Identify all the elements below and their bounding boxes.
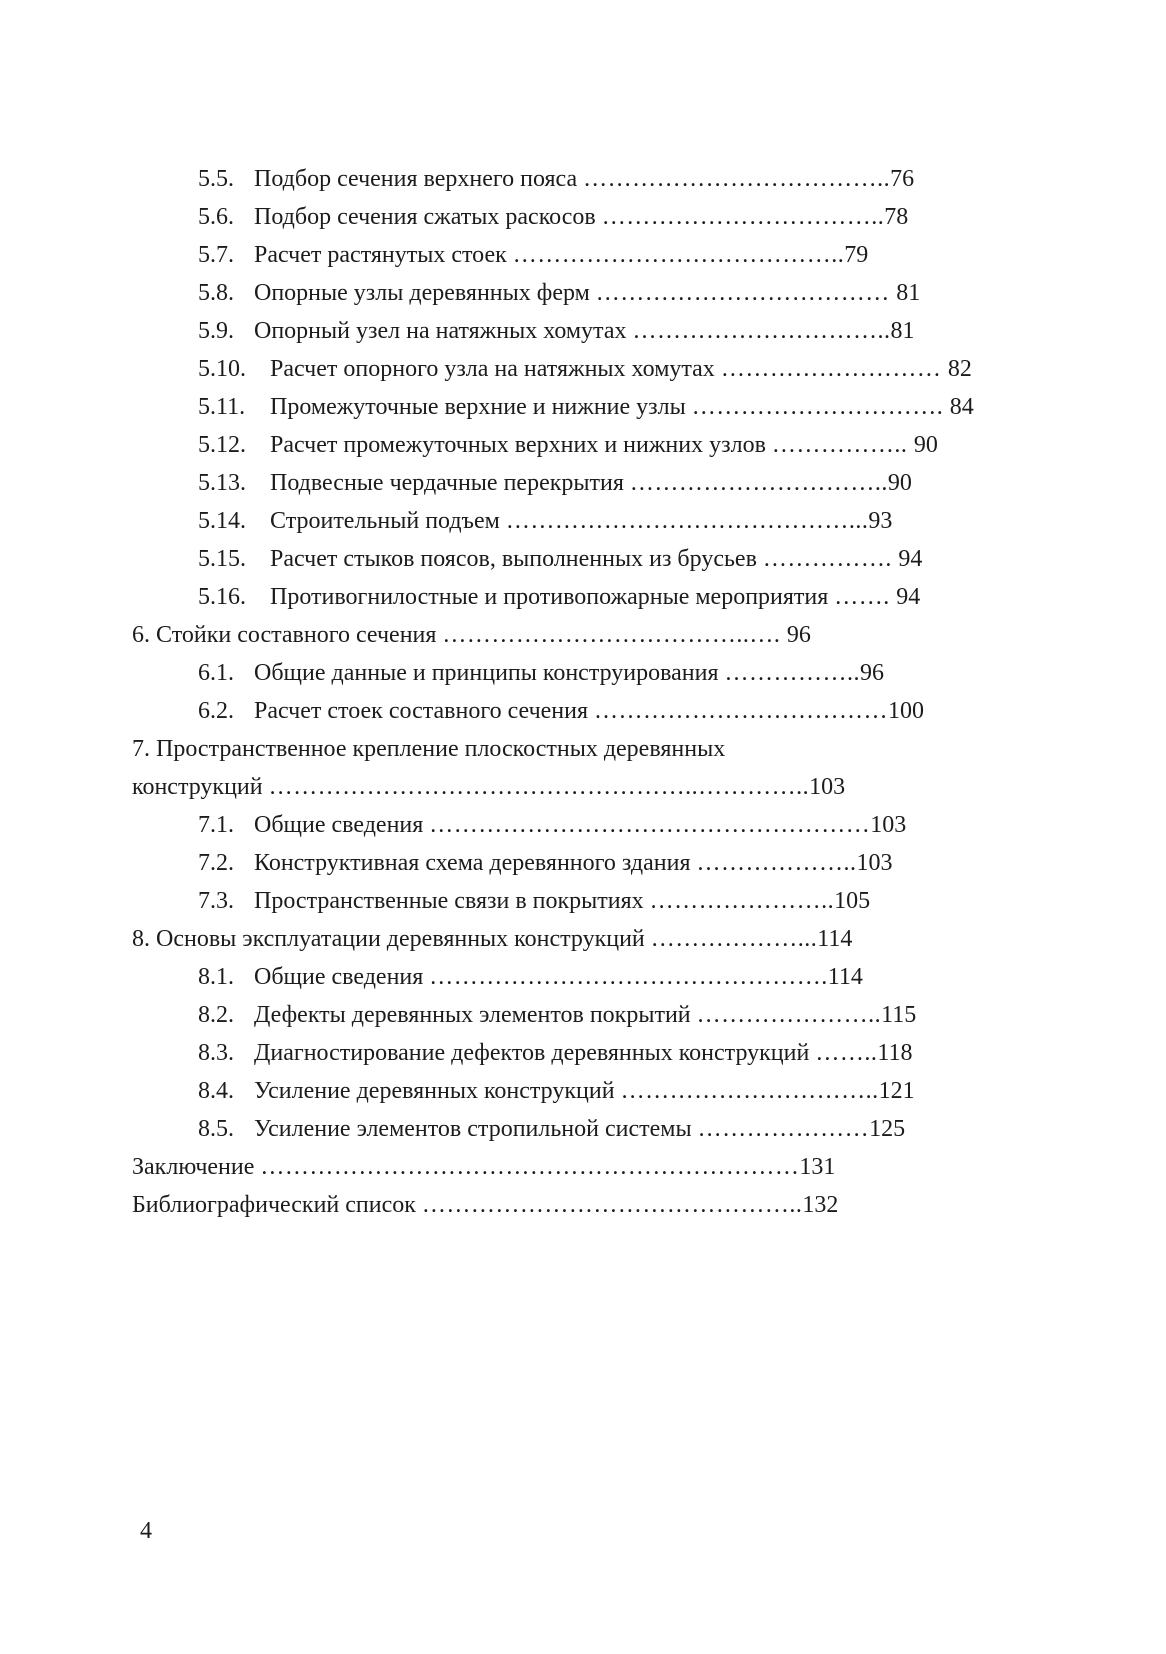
toc-entry — [0, 274, 1166, 312]
entry-page: 96 — [860, 660, 885, 686]
entry-title: Дефекты деревянных элементов покрытий — [254, 1002, 691, 1028]
dot-leader: ………………………………………………………… — [260, 1154, 800, 1180]
dot-leader: ……………. — [762, 546, 899, 572]
chapter-title: 7. Пространственное крепление плоскостных деревянных — [132, 736, 726, 762]
entry-page: 96 — [786, 622, 811, 648]
chapter-title: 8. Основы эксплуатации деревянных конструкций — [132, 926, 645, 952]
entry-title: Конструктивная схема деревянного здания — [254, 850, 691, 876]
entry-page: 93 — [868, 508, 893, 534]
dot-leader: ………………….. — [649, 888, 835, 914]
toc-entry — [0, 464, 1166, 502]
dot-leader: ……………………………………………..………….. — [268, 774, 810, 800]
entry-number: 5.10. — [198, 356, 246, 382]
dot-leader: …………….. — [724, 660, 861, 686]
toc-entry — [0, 692, 1166, 730]
dot-leader: …………………………………………. — [429, 964, 828, 990]
entry-number: 5.6. — [198, 204, 234, 230]
dot-leader: …….. — [815, 1040, 878, 1066]
entry-number: 5.5. — [198, 166, 234, 192]
toc-entry — [0, 882, 1166, 920]
entry-title: Подбор сечения сжатых раскосов — [254, 204, 596, 230]
chapter-title: конструкций — [132, 774, 263, 800]
dot-leader: …………………………. — [691, 394, 950, 420]
toc-entry — [0, 540, 1166, 578]
toc-entry — [0, 578, 1166, 616]
dot-leader: ……………………… — [720, 356, 948, 382]
entry-title: Расчет стоек составного сечения — [254, 698, 589, 724]
toc-chapter — [0, 1186, 1166, 1224]
entry-title: Общие данные и принципы конструирования — [254, 660, 719, 686]
toc-entry — [0, 844, 1166, 882]
toc-entry — [0, 312, 1166, 350]
toc-entry — [0, 426, 1166, 464]
entry-title: Строительный подъем — [270, 508, 500, 534]
toc-entry — [0, 654, 1166, 692]
entry-number: 8.5. — [198, 1116, 234, 1142]
entry-page: 114 — [827, 964, 863, 990]
entry-number: 6.1. — [198, 660, 234, 686]
toc-entry — [0, 388, 1166, 426]
toc-chapter — [0, 920, 1166, 958]
entry-page: 103 — [856, 850, 893, 876]
toc-entry — [0, 996, 1166, 1034]
entry-title: Расчет опорного узла на натяжных хомутах — [270, 356, 715, 382]
entry-title: Диагностирование дефектов деревянных конструкций — [254, 1040, 810, 1066]
dot-leader: ……………………………… — [594, 698, 889, 724]
entry-number: 5.16. — [198, 584, 246, 610]
entry-page: 79 — [844, 242, 869, 268]
dot-leader: ………………… — [697, 1116, 870, 1142]
entry-page: 121 — [878, 1078, 915, 1104]
entry-title: Расчет стыков поясов, выполненных из брусьев — [270, 546, 757, 572]
toc-entry — [0, 350, 1166, 388]
toc-entry — [0, 958, 1166, 996]
entry-title: Опорные узлы деревянных ферм — [254, 280, 590, 306]
page-number: 4 — [140, 1518, 152, 1544]
toc-entry — [0, 160, 1166, 198]
chapter-title: Библиографический список — [132, 1192, 416, 1218]
entry-page: 90 — [887, 470, 912, 496]
entry-title: Общие сведения — [254, 812, 424, 838]
entry-title: Опорный узел на натяжных хомутах — [254, 318, 627, 344]
dot-leader: ………………………….. — [632, 318, 891, 344]
entry-page: 78 — [884, 204, 909, 230]
entry-page: 84 — [949, 394, 974, 420]
entry-number: 5.13. — [198, 470, 246, 496]
entry-number: 7.3. — [198, 888, 234, 914]
entry-page: 82 — [947, 356, 972, 382]
entry-title: Подбор сечения верхнего пояса — [254, 166, 578, 192]
entry-number: 5.8. — [198, 280, 234, 306]
entry-page: 90 — [913, 432, 938, 458]
entry-number: 7.2. — [198, 850, 234, 876]
toc-entry — [0, 1072, 1166, 1110]
toc-entry — [0, 1034, 1166, 1072]
dot-leader: ………………………….. — [620, 1078, 879, 1104]
entry-title: Общие сведения — [254, 964, 424, 990]
entry-page: 115 — [881, 1002, 917, 1028]
entry-number: 6.2. — [198, 698, 234, 724]
entry-number: 5.9. — [198, 318, 234, 344]
entry-page: 118 — [877, 1040, 913, 1066]
toc-chapter — [0, 1148, 1166, 1186]
entry-title: Противогнилостные и противопожарные мероприятия — [270, 584, 829, 610]
entry-page: 105 — [834, 888, 871, 914]
entry-number: 8.3. — [198, 1040, 234, 1066]
toc-entry — [0, 198, 1166, 236]
dot-leader: …………….. — [771, 432, 914, 458]
entry-title: Промежуточные верхние и нижние узлы — [270, 394, 686, 420]
toc-entry — [0, 502, 1166, 540]
dot-leader: …………………………….. — [601, 204, 885, 230]
toc-entry — [0, 1110, 1166, 1148]
entry-number: 8.2. — [198, 1002, 234, 1028]
entry-number: 5.7. — [198, 242, 234, 268]
dot-leader: ……………………………………... — [505, 508, 869, 534]
entry-page: 103 — [809, 774, 846, 800]
dot-leader: ………………... — [650, 926, 818, 952]
table-of-contents — [0, 160, 1166, 1224]
chapter-title: 6. Стойки составного сечения — [132, 622, 437, 648]
dot-leader: ………………………………….. — [512, 242, 845, 268]
entry-page: 114 — [817, 926, 853, 952]
entry-number: 7.1. — [198, 812, 234, 838]
dot-leader: ……………………………………………… — [429, 812, 871, 838]
entry-page: 103 — [870, 812, 907, 838]
dot-leader: ……………………………… — [595, 280, 897, 306]
entry-page: 100 — [888, 698, 925, 724]
entry-title: Пространственные связи в покрытиях — [254, 888, 644, 914]
entry-page: 94 — [898, 546, 923, 572]
entry-title: Усиление элементов стропильной системы — [254, 1116, 692, 1142]
entry-page: 94 — [896, 584, 921, 610]
dot-leader: ………………………………..…. — [442, 622, 787, 648]
dot-leader: ………………………….. — [629, 470, 888, 496]
dot-leader: ……………………………………….. — [421, 1192, 803, 1218]
entry-page: 125 — [869, 1116, 906, 1142]
entry-page: 131 — [799, 1154, 836, 1180]
entry-page: 132 — [802, 1192, 839, 1218]
dot-leader: ……………………………….. — [583, 166, 891, 192]
entry-number: 5.15. — [198, 546, 246, 572]
dot-leader: ……………….. — [696, 850, 857, 876]
dot-leader: ……. — [834, 584, 897, 610]
entry-page: 76 — [890, 166, 915, 192]
entry-number: 8.4. — [198, 1078, 234, 1104]
entry-number: 5.12. — [198, 432, 246, 458]
entry-title: Подвесные чердачные перекрытия — [270, 470, 624, 496]
chapter-title: Заключение — [132, 1154, 255, 1180]
toc-entry — [0, 806, 1166, 844]
entry-number: 5.14. — [198, 508, 246, 534]
entry-title: Расчет растянутых стоек — [254, 242, 507, 268]
toc-chapter — [0, 616, 1166, 654]
toc-chapter-continuation — [0, 768, 1166, 806]
entry-title: Расчет промежуточных верхних и нижних узлов — [270, 432, 766, 458]
dot-leader: ………………….. — [696, 1002, 882, 1028]
entry-page: 81 — [890, 318, 915, 344]
entry-page: 81 — [896, 280, 921, 306]
toc-chapter — [0, 730, 1166, 768]
toc-entry — [0, 236, 1166, 274]
entry-number: 8.1. — [198, 964, 234, 990]
entry-title: Усиление деревянных конструкций — [254, 1078, 615, 1104]
entry-number: 5.11. — [198, 394, 246, 420]
